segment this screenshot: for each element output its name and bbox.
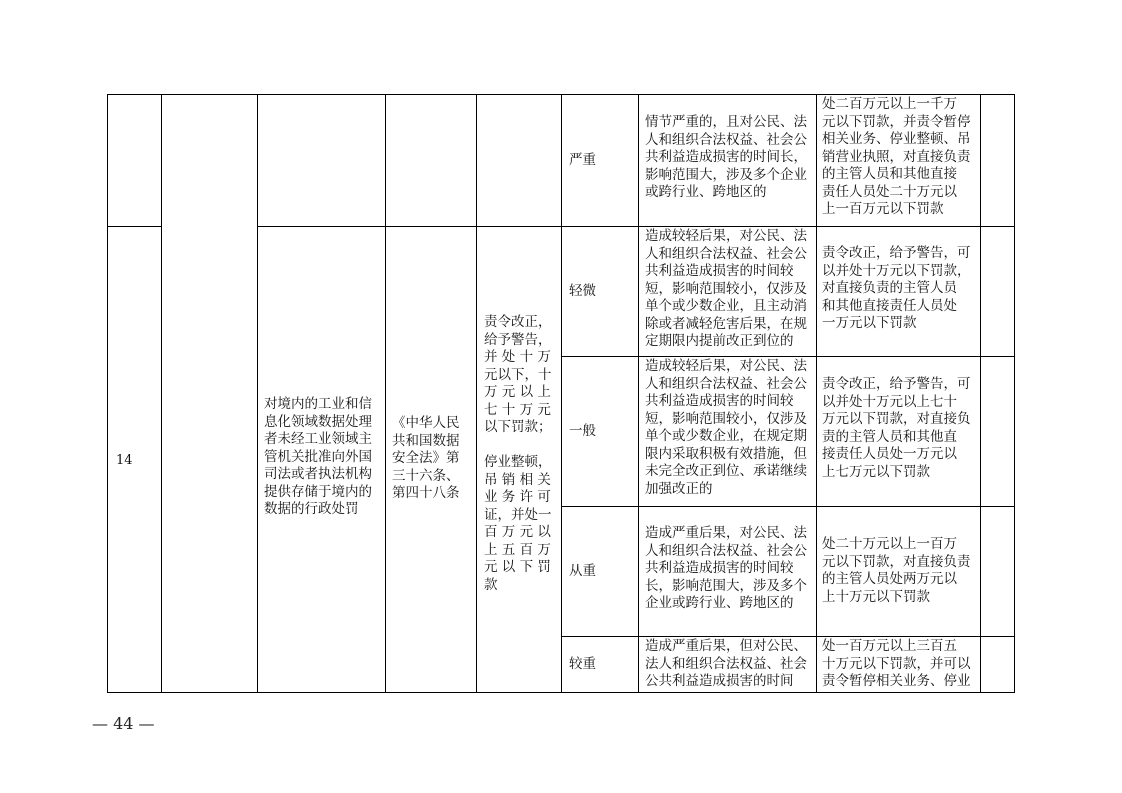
level-label: 从重: [569, 562, 596, 579]
standard-cell: 责令改正，给予警告，可 以并处十万元以上七十 万元以下罚款，对直接负 责的主管人员和其他直 接责任人员处一万元以 上七万元以下罚款: [822, 376, 971, 480]
table-divider: [385, 94, 386, 693]
table-border-bottom: [107, 692, 1015, 693]
standard-cell: 处二十万元以上一百万 元以下罚款，对直接负责 的主管人员处两万元以 上十万元以下罚款: [822, 536, 971, 605]
table-border-top: [107, 94, 1015, 95]
level-cell: [562, 357, 638, 506]
table-divider: [257, 94, 258, 693]
circumstance-cell: 造成较轻后果，对公民、法 人和组织合法权益、社会公 共利益造成损害的时间较 短，影响范围较小，仅涉及 单个或少数企业，在规定期 限内采取积极有效措施，但 未完全改正到位、承诺继续 加强改正的: [645, 358, 807, 497]
table-divider: [638, 94, 639, 693]
level-cell: [562, 227, 638, 356]
table-divider: [161, 94, 162, 693]
item-number: 14: [116, 453, 133, 468]
table-border-left: [107, 94, 108, 693]
circumstance-cell: 情节严重的，且对公民、法 人和组织合法权益、社会公 共利益造成损害的时间长， 影响范围大，涉及多个企业 或跨行业、跨地区的: [645, 114, 807, 200]
level-cell: [562, 507, 638, 636]
level-cell: [562, 637, 638, 692]
table-divider: [107, 226, 161, 227]
standard-cell: 处二百万元以上一千万 元以下罚款，并责令暂停 相关业务、停业整顿、吊 销营业执照，对直接负责 的主管人员和其他直接 责任人员处二十万元以 上一百万元以下罚款: [822, 96, 971, 217]
table-divider: [816, 94, 817, 693]
level-label: 较重: [569, 655, 596, 672]
level-label: 轻微: [569, 282, 596, 299]
circumstance-cell: 造成较轻后果，对公民、法 人和组织合法权益、社会公 共利益造成损害的时间较 短，影响范围较小，仅涉及 单个或少数企业，且主动消 除或者减轻危害后果，在规 定期限内提前改正到位的: [645, 228, 807, 349]
item-name: 对境内的工业和信 息化领域数据处理 者未经工业领域主 管机关批准向外国 司法或者执法机构 提供存储于境内的 数据的行政处罚: [264, 396, 372, 517]
table-divider: [476, 94, 477, 693]
level-label: 严重: [569, 151, 596, 168]
circumstance-cell: 造成严重后果，但对公民、 法人和组织合法权益、社会 公共利益造成损害的时间: [645, 638, 807, 689]
penalty-range: 责令改正， 给予警告， 并 处 十 万 元以下，十 万 元 以 上 七 十 万 元 以下罚款； 停业整顿， 吊 销 相 关 业 务 许 可 证，并处一 百 万 元 以 上 五 百 万 元 以 下 罚 款: [484, 314, 552, 593]
level-label: 一般: [569, 422, 596, 439]
table-border-right: [1014, 94, 1015, 693]
table-divider: [980, 94, 981, 693]
page-number: — 44 —: [92, 714, 155, 733]
legal-basis: 《中华人民 共和国数据 安全法》第 三十六条、 第四十八条: [392, 415, 460, 501]
standard-cell: 处一百万元以上三百五 十万元以下罚款，并可以 责令暂停相关业务、停业: [822, 638, 971, 689]
standard-cell: 责令改正，给予警告，可 以并处十万元以下罚款， 对直接负责的主管人员 和其他直接责任人员处 一万元以下罚款: [822, 245, 971, 331]
level-cell: [562, 95, 638, 226]
circumstance-cell: 造成严重后果，对公民、法 人和组织合法权益、社会公 共利益造成损害的时间较 长，影响范围大，涉及多个 企业或跨行业、跨地区的: [645, 525, 807, 611]
